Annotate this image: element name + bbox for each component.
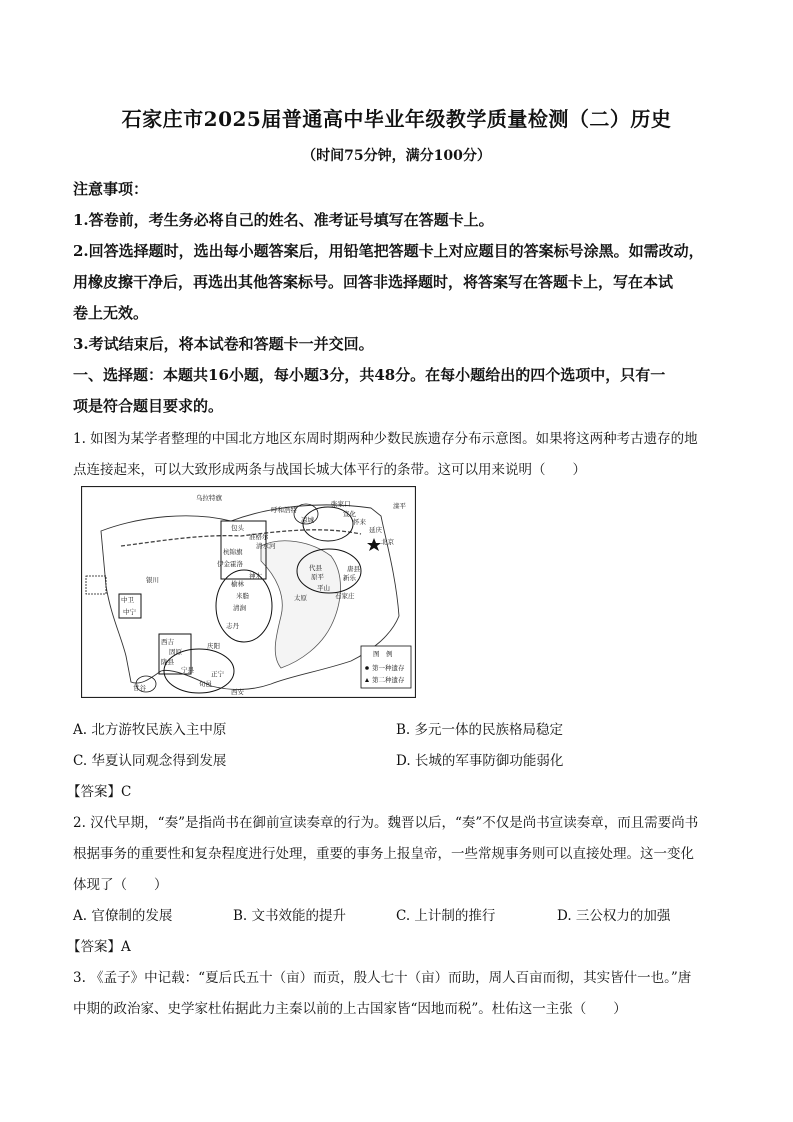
- legend-item-2: 第二种遗存: [372, 676, 405, 684]
- map-label-6: 宣化: [343, 510, 356, 518]
- map-label-9: 北京: [381, 538, 394, 546]
- q2-answer: 【答案】A: [67, 939, 131, 955]
- map-label-13: 伊金霍洛: [217, 560, 243, 568]
- map-label-30: 西吉: [161, 638, 174, 646]
- map-label-37: 甘谷: [133, 684, 146, 692]
- map-label-15: 神木: [249, 572, 262, 580]
- note-2-line-1: 2.回答选择题时，选出每小题答案后，用铅笔把答题卡上对应题目的答案标号涂黑。如需改动，: [73, 242, 704, 260]
- map-legend: [361, 646, 411, 688]
- note-2-line-2: 用橡皮擦干净后，再选出其他答案标号。回答非选择题时，将答案写在答题卡上，写在本试: [73, 273, 674, 291]
- map-label-21: 石家庄: [335, 592, 355, 600]
- map-label-31: 固原: [169, 648, 182, 656]
- legend-title: 图 例: [373, 650, 393, 658]
- map-label-32: 庆阳: [207, 642, 220, 650]
- note-1: 1.答卷前，考生务必将自己的姓名、准考证号填写在答题卡上。: [73, 211, 494, 229]
- section-heading-line-2: 项是符合题目要求的。: [73, 397, 224, 415]
- note-2-line-3: 卷上无效。: [73, 304, 149, 322]
- map-label-3: 张家口: [331, 500, 351, 508]
- map-label-16: 代县: [309, 564, 322, 572]
- map-label-14: 清水河: [256, 542, 276, 550]
- map-label-27: 米脂: [236, 592, 249, 600]
- page-title: 石家庄市2025届普通高中毕业年级教学质量检测（二）历史: [121, 107, 672, 131]
- map-label-36: 西安: [231, 688, 244, 696]
- q1-map-figure: [81, 486, 416, 698]
- page-subtitle: （时间75分钟，满分100分）: [302, 148, 491, 164]
- q1-option-d[interactable]: D. 长城的军事防御功能弱化: [396, 753, 564, 769]
- section-heading-line-1: 一、选择题：本题共16小题，每小题3分，共48分。在每小题给出的四个选项中，只有一: [73, 366, 666, 384]
- q2-option-d[interactable]: D. 三公权力的加强: [557, 908, 671, 924]
- map-label-38: 陇县: [161, 658, 174, 666]
- q2-stem-line-1: 2. 汉代早期，“奏”是指尚书在御前宣读奏章的行为。魏晋以后，“奏”不仅是尚书宣读奏章，而且需要尚书: [73, 815, 699, 831]
- map-label-34: 正宁: [211, 670, 224, 678]
- map-label-26: 榆林: [231, 580, 244, 588]
- map-label-35: 旬邑: [199, 680, 212, 688]
- map-label-23: 银川: [146, 576, 159, 584]
- q1-answer: 【答案】C: [67, 784, 132, 800]
- map-label-24: 中卫: [121, 596, 134, 604]
- map-label-10: 包头: [231, 524, 244, 532]
- map-label-20: 平山: [317, 584, 330, 592]
- map-label-28: 清涧: [233, 604, 246, 612]
- q2-stem-line-3: 体现了（ ）: [73, 877, 168, 893]
- map-label-29: 志丹: [226, 622, 239, 630]
- q2-stem-line-2: 根据事务的重要性和复杂程度进行处理，重要的事务上报皇帝，一些常规事务则可以直接处理。这一变化: [73, 846, 694, 862]
- map-label-25: 中宁: [123, 608, 136, 616]
- map-label-2: 呼和浩特: [271, 506, 297, 514]
- map-label-12: 杭锦旗: [223, 548, 243, 556]
- map-label-7: 怀来: [353, 518, 366, 526]
- map-label-11: 准格尔: [249, 533, 269, 541]
- map-label-19: 新乐: [343, 574, 356, 582]
- map-label-4: 滦平: [393, 502, 406, 510]
- map-label-18: 唐县: [347, 565, 360, 573]
- map-label-5: 凉城: [301, 516, 314, 524]
- q2-option-b[interactable]: B. 文书效能的提升: [233, 908, 347, 924]
- q2-option-a[interactable]: A. 官僚制的发展: [73, 908, 173, 924]
- map-label-17: 原平: [311, 573, 324, 581]
- map-label-33: 宁县: [181, 666, 194, 674]
- map-label-22: 太原: [294, 594, 307, 602]
- notes-heading: 注意事项：: [73, 180, 149, 198]
- q1-stem-line-2: 点连接起来，可以大致形成两条与战国长城大体平行的条带。这可以用来说明（ ）: [73, 462, 586, 478]
- note-3: 3.考试结束后，将本试卷和答题卡一并交回。: [73, 335, 374, 353]
- q1-option-b[interactable]: B. 多元一体的民族格局稳定: [396, 722, 564, 738]
- q1-option-c[interactable]: C. 华夏认同观念得到发展: [73, 753, 227, 769]
- q3-stem-line-2: 中期的政治家、史学家杜佑据此力主秦以前的上古国家皆“因地而税”。杜佑这一主张（ ）: [73, 1001, 627, 1017]
- q2-option-c[interactable]: C. 上计制的推行: [396, 908, 496, 924]
- map-label-8: 延庆: [369, 526, 382, 534]
- legend-item-1: 第一种遗存: [372, 664, 405, 672]
- map-label-1: 乌拉特旗: [196, 494, 222, 502]
- q3-stem-line-1: 3. 《孟子》中记载：“夏后氏五十（亩）而贡，殷人七十（亩）而助，周人百亩而彻，其实皆什一也。”唐: [73, 970, 692, 986]
- q1-option-a[interactable]: A. 北方游牧民族入主中原: [73, 722, 227, 738]
- q1-stem-line-1: 1. 如图为某学者整理的中国北方地区东周时期两种少数民族遗存分布示意图。如果将这两种考古遗存的地: [73, 431, 698, 447]
